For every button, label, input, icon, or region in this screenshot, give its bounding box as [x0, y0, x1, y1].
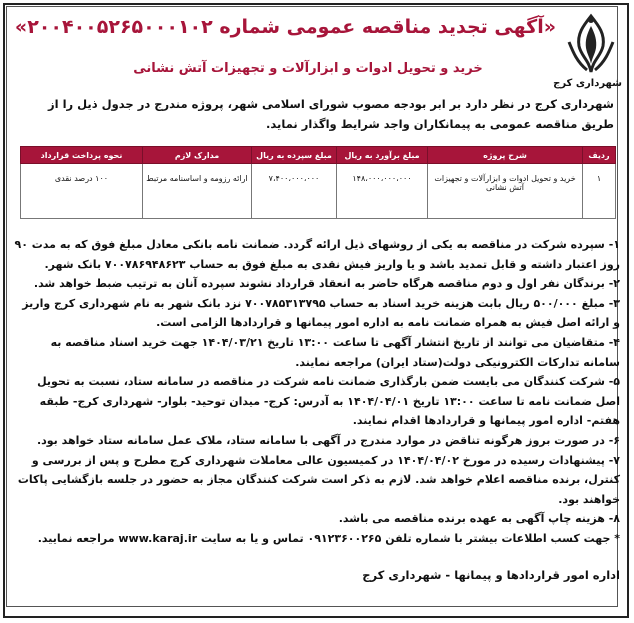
table-row: [21, 164, 616, 219]
condition-item: ۳- مبلغ ۵۰۰/۰۰۰ ریال بابت هزینه خرید اسناد به حساب ۷۰۰۷۸۵۳۱۳۷۹۵ نزد بانک شهر به نام شهرداری کرج واریز و ارائه اصل فیش به همراه ضمانت نامه به اداره امور پیمانها و قراردادها الزامی است.: [22, 296, 620, 330]
contact-info: * جهت کسب اطلاعات بیشتر با شماره تلفن ۰۹۱۲۳۶۰۰۲۶۵ تماس و یا به سایت www.karaj.ir مراجعه نمایید.: [37, 531, 620, 545]
logo-caption: شهرداری کرج: [553, 78, 622, 89]
karaj-municipality-logo-icon: [563, 12, 619, 76]
header-row-number: ردیف: [583, 147, 616, 164]
cell-required-documents: ارائه رزومه و اساسنامه مرتبط: [143, 164, 252, 219]
header-project-description: شرح پروژه: [428, 147, 583, 164]
condition-item: ۵- شرکت کنندگان می بایست ضمن بارگذاری ضمانت نامه شرکت در مناقصه در سامانه ستاد، نسبت به تحویل اصل ضمانت نامه تا ساعت ۱۳:۰۰ تاریخ ۱۴۰۴/۰۴/۰۱ به آدرس: کرج- میدان توحید- بلوار- شهرداری کرج- طبقه هفتم- اداره امور پیمانها و قراردادها اقدام نمایند.: [37, 375, 620, 428]
condition-item: ۲- برندگان نفر اول و دوم مناقصه هرگاه حاضر به انعقاد قرارداد نشوند سپرده آنان به ترتیب ضبط خواهد شد.: [33, 277, 620, 291]
footer-signature: اداره امور قراردادها و پیمانها - شهرداری کرج: [362, 568, 620, 582]
cell-project-description: خرید و تحویل ادوات و ابزارآلات و تجهیزات آتش نشانی: [428, 164, 583, 219]
table-header-row: [21, 147, 616, 164]
cell-payment-method: ۱۰۰ درصد نقدی: [21, 164, 143, 219]
cell-estimated-amount: ۱۴۸،۰۰۰،۰۰۰،۰۰۰: [337, 164, 428, 219]
intro-paragraph: شهرداری کرج در نظر دارد بر ابر بودجه مصوب شورای اسلامی شهر، پروژه مندرج در جدول ذیل را از طریق مناقصه عمومی به پیمانکاران واجد شرایط واگذار نماید.: [48, 97, 614, 131]
header-payment-method: نحوه پرداخت قرارداد: [21, 147, 143, 164]
header-estimated-amount: مبلغ برآورد به ریال: [337, 147, 428, 164]
header-required-documents: مدارک لازم: [143, 147, 252, 164]
ad-subtitle: خرید و تحویل ادوات و ابزارآلات و تجهیزات آتش نشانی: [133, 61, 483, 76]
conditions-list: [14, 235, 620, 549]
project-table: [20, 146, 616, 219]
condition-item: ۶- در صورت بروز هرگونه تناقض در موارد مندرج در آگهی با سامانه ستاد، ملاک عمل سامانه ستاد خواهد بود.: [36, 433, 620, 447]
condition-item: ۸- هزینه چاپ آگهی به عهده برنده مناقصه می باشد.: [338, 512, 620, 526]
cell-row-number: ۱: [583, 164, 616, 219]
ad-title: «آگهی تجدید مناقصه عمومی شماره ۲۰۰۴۰۰۵۲۶۵۰۰۰۱۰۲»: [14, 16, 556, 38]
condition-item: ۷- پیشنهادات رسیده در مورخ ۱۴۰۴/۰۴/۰۲ در کمیسیون عالی معاملات شهرداری کرج مطرح و پس از بررسی و کنترل، برنده مناقصه اعلام خواهد شد. لازم به ذکر است شرکت کنندگان مجاز به حضور در جلسه بازگشایی پاکات خواهند بود.: [17, 453, 620, 506]
condition-item: ۴- متقاضیان می توانند از تاریخ انتشار آگهی تا ساعت ۱۳:۰۰ تاریخ ۱۴۰۴/۰۳/۲۱ جهت خرید اسناد مناقصه به سامانه تدارکات الکترونیکی دولت(ستاد ایران) مراجعه نمایند.: [50, 335, 620, 369]
cell-deposit-amount: ۷،۴۰۰،۰۰۰،۰۰۰: [252, 164, 337, 219]
condition-item: ۱- سپرده شرکت در مناقصه به یکی از روشهای ذیل ارائه گردد. ضمانت نامه بانکی معادل مبلغ فوق که به مدت ۹۰ روز اعتبار داشته و قابل تمدید باشد و یا واریز فیش نقدی به مبلغ فوق به حساب ۷۰۰۷۸۶۹۴۸۶۲۳ بانک شهر.: [14, 238, 620, 271]
municipality-logo: [553, 12, 622, 96]
header-deposit-amount: مبلغ سپرده به ریال: [252, 147, 337, 164]
